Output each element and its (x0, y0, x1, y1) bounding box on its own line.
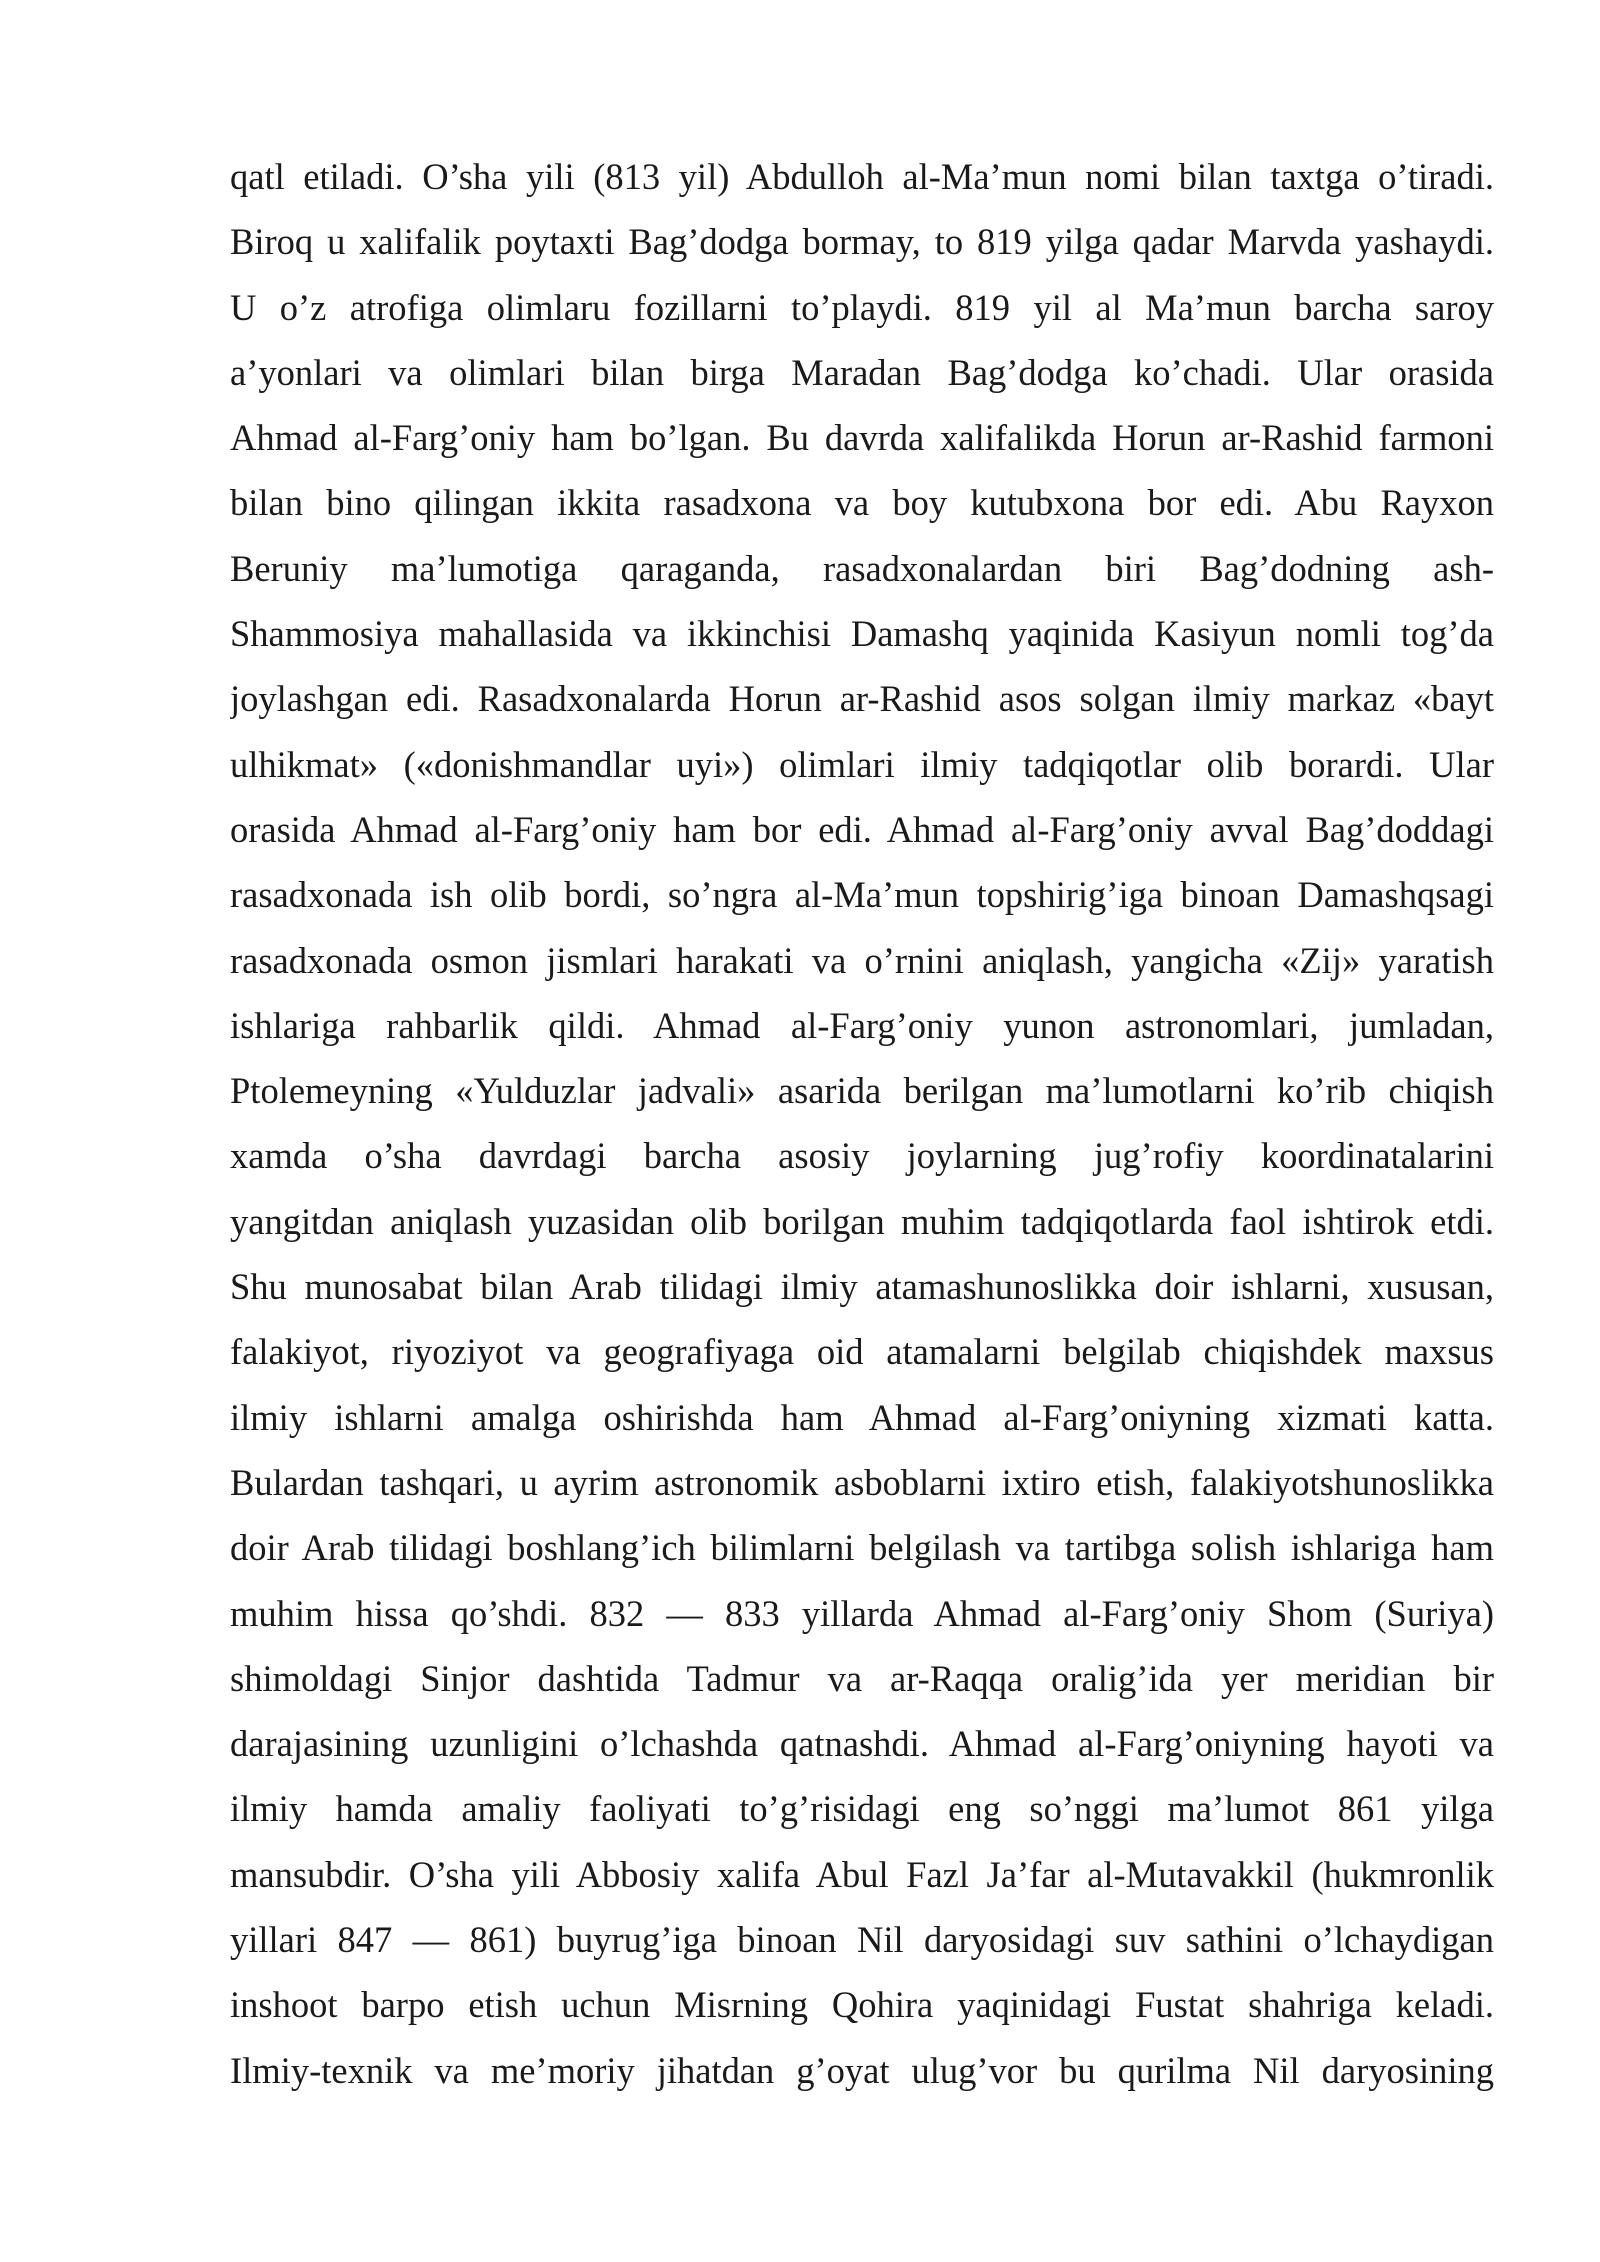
text-line-1: qatl etiladi. O’sha yili (813 yil) Abdulloh al-Ma’mun nomi bilan taxtga o’tiradi. (230, 156, 1494, 197)
text-line-10: ulhikmat» («donishmandlar uyi») olimlari ilmiy tadqiqotlar olib borardi. Ular (230, 743, 1494, 785)
text-line-30: Ilmiy-texnik va me’moriy jihatdan g’oyat ulug’vor bu qurilma Nil daryosining (230, 2049, 1494, 2091)
text-line-3: U o’z atrofiga olimlaru fozillarni to’playdi. 819 yil al Ma’mun barcha saroy (230, 286, 1494, 328)
text-line-17: yangitdan aniqlash yuzasidan olib borilgan muhim tadqiqotlarda faol ishtirok etdi. (230, 1200, 1494, 1242)
text-line-2: Biroq u xalifalik poytaxti Bag’dodga bormay, to 819 yilga qadar Marvda yashaydi. (230, 221, 1494, 263)
text-line-19: falakiyot, riyoziyot va geografiyaga oid atamalarni belgilab chiqishdek maxsus (230, 1331, 1494, 1373)
text-line-28: yillari 847 — 861) buyrug’iga binoan Nil daryosidagi suv sathini o’lchaydigan (230, 1919, 1494, 1961)
body-text (230, 144, 1494, 2103)
text-line-13: rasadxonada osmon jismlari harakati va o’rnini aniqlash, yangicha «Zij» yaratish (230, 939, 1494, 981)
text-line-15: Ptolemeyning «Yulduzlar jadvali» asarida berilgan ma’lumotlarni ko’rib chiqish (230, 1070, 1494, 1112)
text-line-11: orasida Ahmad al-Farg’oniy ham bor edi. Ahmad al-Farg’oniy avval Bag’doddagi (230, 808, 1494, 850)
text-line-21: Bulardan tashqari, u ayrim astronomik asboblarni ixtiro etish, falakiyotshunoslikka (230, 1461, 1494, 1503)
text-line-24: shimoldagi Sinjor dashtida Tadmur va ar-Raqqa oralig’ida yer meridian bir (230, 1657, 1494, 1699)
text-line-29: inshoot barpo etish uchun Misrning Qohira yaqinidagi Fustat shahriga keladi. (230, 1984, 1494, 2026)
text-line-5: Ahmad al-Farg’oniy ham bo’lgan. Bu davrda xalifalikda Horun ar-Rashid farmoni (230, 417, 1494, 459)
text-line-20: ilmiy ishlarni amalga oshirishda ham Ahmad al-Farg’oniyning xizmati katta. (230, 1396, 1494, 1438)
text-line-25: darajasining uzunligini o’lchashda qatnashdi. Ahmad al-Farg’oniyning hayoti va (230, 1723, 1494, 1765)
text-line-27: mansubdir. O’sha yili Abbosiy xalifa Abul Fazl Ja’far al-Mutavakkil (hukmronlik (230, 1853, 1494, 1895)
text-line-8: Shammosiya mahallasida va ikkinchisi Damashq yaqinida Kasiyun nomli tog’da (230, 613, 1494, 655)
text-line-12: rasadxonada ish olib bordi, so’ngra al-Ma’mun topshirig’iga binoan Damashqsagi (230, 874, 1494, 916)
text-line-6: bilan bino qilingan ikkita rasadxona va boy kutubxona bor edi. Abu Rayxon (230, 482, 1494, 524)
text-line-23: muhim hissa qo’shdi. 832 — 833 yillarda Ahmad al-Farg’oniy Shom (Suriya) (230, 1592, 1494, 1634)
text-line-14: ishlariga rahbarlik qildi. Ahmad al-Farg’oniy yunon astronomlari, jumladan, (230, 1004, 1494, 1046)
text-line-9: joylashgan edi. Rasadxonalarda Horun ar-Rashid asos solgan ilmiy markaz «bayt (230, 678, 1494, 720)
text-line-22: doir Arab tilidagi boshlang’ich bilimlarni belgilash va tartibga solish ishlariga ham (230, 1527, 1494, 1569)
text-line-7: Beruniy ma’lumotiga qaraganda, rasadxonalardan biri Bag’dodning ash- (230, 547, 1494, 589)
text-line-18: Shu munosabat bilan Arab tilidagi ilmiy atamashunoslikka doir ishlarni, xususan, (230, 1266, 1494, 1308)
text-line-16: xamda o’sha davrdagi barcha asosiy joylarning jug’rofiy koordinatalarini (230, 1135, 1494, 1177)
text-line-4: a’yonlari va olimlari bilan birga Maradan Bag’dodga ko’chadi. Ular orasida (230, 351, 1494, 393)
text-line-26: ilmiy hamda amaliy faoliyati to’g’risidagi eng so’nggi ma’lumot 861 yilga (230, 1788, 1494, 1830)
